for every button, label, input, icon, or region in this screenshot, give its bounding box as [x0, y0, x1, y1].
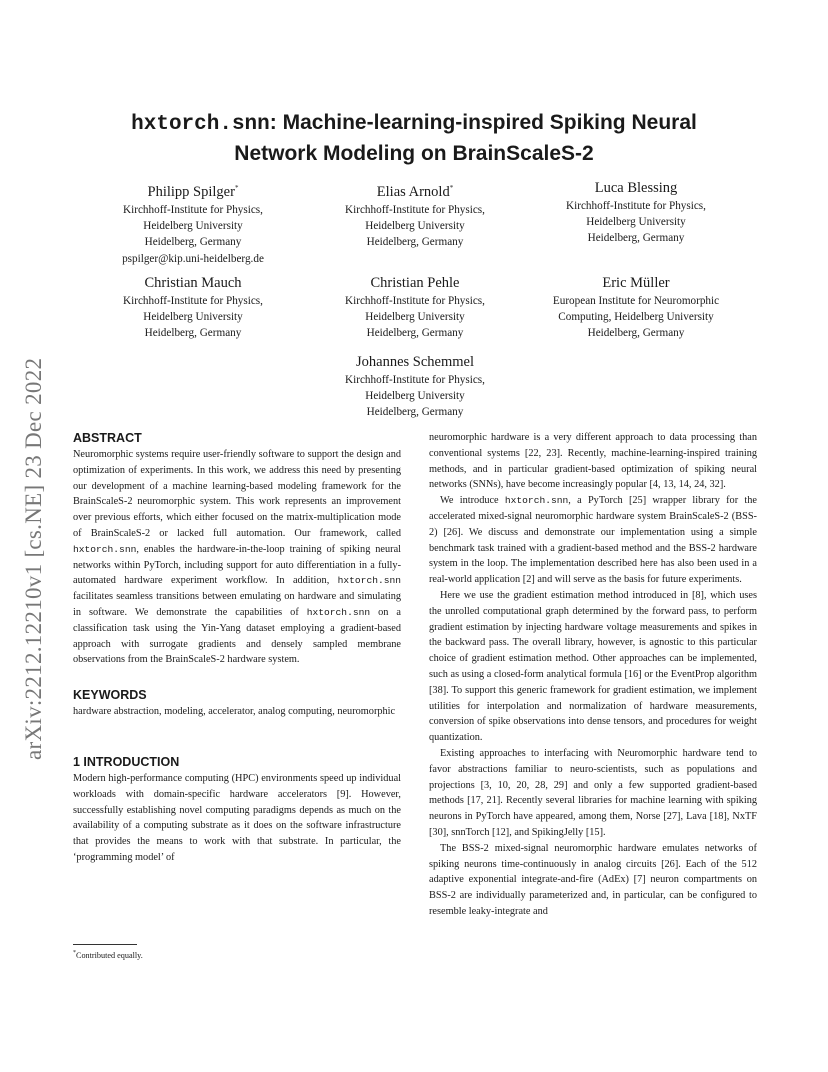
- author-location: Heidelberg, Germany: [366, 236, 464, 249]
- author-affiliation: Heidelberg University: [143, 220, 243, 233]
- paragraph: The BSS-2 mixed-signal neuromorphic hardware emulates networks of spiking neurons time-continuously in analog circuits [26]. Each of the 512 adaptive exponential integrate-and-fire (AdEx) [7] neuron compartments on BSS-2 are individually parameterized and, in particular, can be configured to resemble leaky-integrate and: [429, 842, 757, 917]
- inline-code: hxtorch.snn: [73, 543, 137, 555]
- author-block: [78, 178, 308, 267]
- author-affiliation: Heidelberg University: [365, 220, 465, 233]
- author-affiliation: Heidelberg University: [365, 390, 465, 403]
- author-block: [300, 273, 530, 342]
- inline-code: hxtorch.snn: [504, 495, 569, 507]
- author-name: Johannes Schemmel: [356, 354, 474, 370]
- author-affiliation: Heidelberg University: [365, 311, 465, 324]
- author-block: [300, 352, 530, 421]
- author-block: [300, 178, 530, 251]
- author-affiliation: Kirchhoff-Institute for Physics,: [123, 204, 263, 216]
- inline-code: hxtorch.snn: [306, 606, 371, 618]
- author-affiliation: Kirchhoff-Institute for Physics,: [566, 200, 706, 212]
- introduction-text: Modern high-performance computing (HPC) environments speed up individual workloads with domain-specific hardware accelerators [9]. However, successfully establishing novel computing paradigms depends as much on the availability of a computing substrate as it does on the software infrastructure that provides the means to work with that substrate. In particular, the ‘programming model’ of: [73, 772, 401, 863]
- author-location: Heidelberg, Germany: [366, 406, 464, 419]
- paragraph: Existing approaches to interfacing with Neuromorphic hardware tend to favor abstractions familiar to neuro-scientists, such as populations and projections [3, 10, 20, 28, 29] and only a few supported gradient-based methods [17, 21]. Recently several libraries for machine learning with spiking neurons in PyTorch have appeared, among them, Norse [27], Lava [18], NxTF [30], snnTorch [12], and SpikingJelly [15].: [429, 747, 757, 838]
- author-affiliation: European Institute for Neuromorphic: [552, 295, 720, 307]
- author-location: Heidelberg, Germany: [366, 327, 464, 340]
- author-block: [521, 273, 751, 342]
- author-affiliation: Kirchhoff-Institute for Physics,: [345, 374, 485, 386]
- abstract-text: Neuromorphic systems require user-friendly software to support the design and optimization of experiments. In this work, we address this need by presenting our development of a machine learning-based modeling framework for the BrainScaleS-2 neuromorphic system. This work represents an improvement over previous efforts, which either focused on the matrix-multiplication mode of BrainScaleS-2 or lacked full automation. Our framework, called hxtorch.snn, enables the hardware-in-the-loop training of spiking neural networks within PyTorch, including support for auto differentiation in a fully-automated hardware experiment workflow. In addition, hxtorch.snn facilitates seamless transitions between emulating on hardware and simulating in software. We demonstrate the capabilities of hxtorch.snn on a classification task using the Yin-Yang dataset employing a gradient-based approach with surrogate gradients and densely sampled membrane observations from the BrainScaleS-2 hardware system.: [73, 449, 401, 666]
- footnote-mark: *: [73, 950, 76, 956]
- author-name: Christian Mauch: [144, 275, 242, 291]
- arxiv-identifier: arXiv:2212.12210v1 [cs.NE] 23 Dec 2022: [21, 357, 46, 760]
- author-mark: *: [449, 184, 454, 192]
- author-affiliation: Kirchhoff-Institute for Physics,: [345, 295, 485, 307]
- left-column: [73, 430, 401, 866]
- author-location: Heidelberg, Germany: [144, 236, 242, 249]
- author-affiliation: Heidelberg University: [143, 311, 243, 324]
- author-mark: *: [234, 184, 239, 192]
- author-location: Heidelberg, Germany: [587, 327, 685, 340]
- author-affiliation: Computing, Heidelberg University: [558, 311, 714, 324]
- footnote: [73, 948, 143, 961]
- author-name: Luca Blessing: [594, 180, 678, 196]
- author-email: pspilger@kip.uni-heidelberg.de: [122, 252, 264, 265]
- paragraph: neuromorphic hardware is a very different approach to data processing than conventional systems [22, 23]. Recently, machine-learning-inspired training methods, and in particular gradient-based optimization of spiking neural networks (SNNs), have become increasingly popular [4, 13, 14, 24, 32].: [429, 432, 757, 491]
- author-affiliation: Heidelberg University: [586, 216, 686, 229]
- right-column: [429, 430, 757, 920]
- author-name: Christian Pehle: [370, 275, 460, 291]
- abstract-heading: ABSTRACT: [73, 431, 142, 445]
- author-name: Eric Müller: [602, 275, 670, 291]
- author-location: Heidelberg, Germany: [587, 232, 685, 245]
- author-affiliation: Kirchhoff-Institute for Physics,: [345, 204, 485, 216]
- title-line-1: : Machine-learning-inspired Spiking Neural: [269, 111, 697, 134]
- paragraph: Here we use the gradient estimation method introduced in [8], which uses the unrolled computational graph determined by the forward pass, to perform gradient estimation by injecting hardware voltage measurements and spikes in the backward pass. The overall library, however, is agnostic to this particular choice of gradient estimation method. Other approaches can be implemented, such as using a closed-form analytical formula [16] or the EventProp algorithm [38]. To support this generic framework for gradient estimation, we implement utilities for interpolation and normalization of hardware measurements, conversion of spike observations into dense tensors, and procedures for weight quantization.: [429, 589, 757, 744]
- keywords-heading: KEYWORDS: [73, 688, 147, 703]
- author-name: Philipp Spilger: [147, 184, 235, 200]
- author-affiliation: Kirchhoff-Institute for Physics,: [123, 295, 263, 307]
- title-library-name: hxtorch.snn: [131, 113, 270, 136]
- footnote-rule: [73, 944, 137, 945]
- author-block: [521, 178, 751, 247]
- author-block: [78, 273, 308, 342]
- author-location: Heidelberg, Germany: [144, 327, 242, 340]
- paragraph: We introduce hxtorch.snn, a PyTorch [25] wrapper library for the accelerated mixed-signal neuromorphic hardware system BrainScaleS-2 (BSS-2) [26]. We discuss and demonstrate our implementation using a simple benchmark task trained with a gradient-based method and the BSS-2 hardware system in the loop. The implementation described here has also been used in a real-world application [2] and will serve as the basis for future experiments.: [429, 495, 757, 586]
- inline-code: hxtorch.snn: [337, 575, 401, 587]
- footnote-text: Contributed equally.: [76, 951, 143, 960]
- title-line-2: Network Modeling on BrainScaleS-2: [234, 142, 594, 165]
- introduction-heading: 1 INTRODUCTION: [73, 754, 180, 769]
- paper-title: [60, 108, 768, 168]
- author-name: Elias Arnold: [376, 184, 450, 200]
- keywords-text: hardware abstraction, modeling, accelerator, analog computing, neuromorphic: [73, 706, 396, 718]
